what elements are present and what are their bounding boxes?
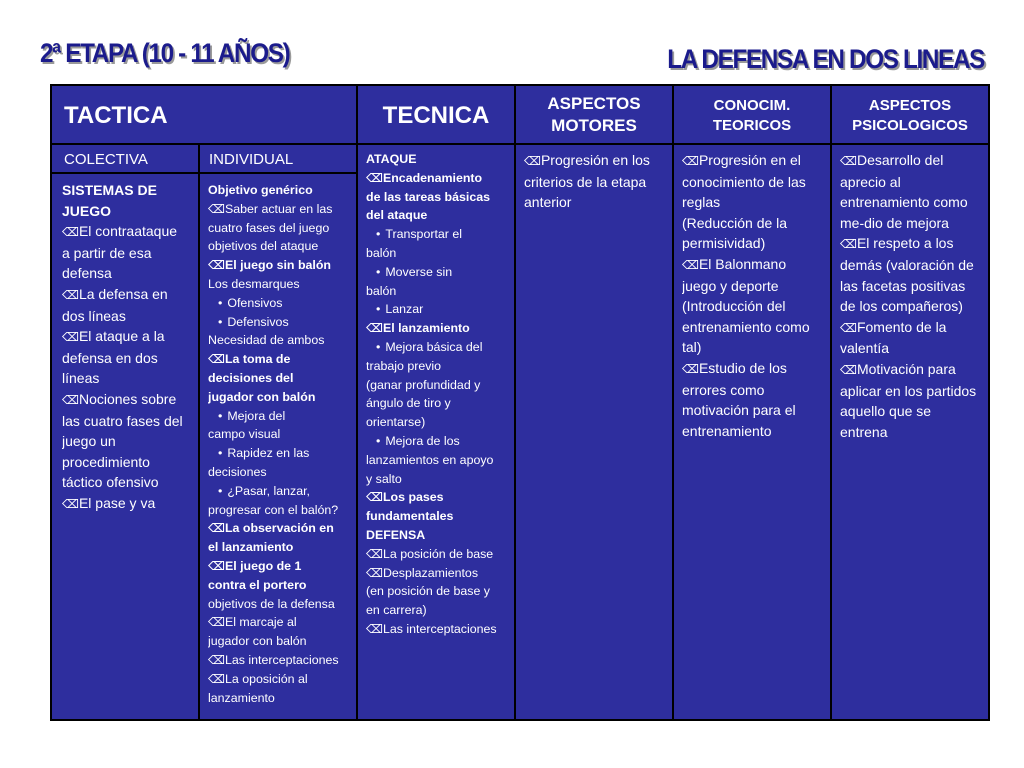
text-line [366, 394, 512, 413]
text-line [840, 150, 988, 172]
cell-individual [208, 181, 354, 707]
line-text: Necesidad de ambos [208, 333, 325, 348]
line-text: líneas [62, 370, 100, 387]
column-divider [672, 86, 674, 719]
text-line [208, 256, 354, 275]
text-line [62, 493, 198, 515]
column-divider [198, 145, 200, 719]
bullet-dot-icon: • [376, 264, 381, 279]
line-text: (Introducción del [682, 298, 786, 315]
line-text: permisividad) [682, 235, 766, 252]
erase-bullet-icon: ⌫ [208, 521, 225, 536]
line-text: El respeto a los [856, 235, 954, 252]
line-text: conocimiento de las [682, 173, 806, 190]
subheader-individual: INDIVIDUAL [209, 151, 294, 168]
text-line [682, 172, 828, 193]
text-line [524, 172, 670, 193]
text-line [840, 255, 988, 276]
line-text: La oposición al [224, 671, 308, 686]
line-text: El marcaje al [224, 615, 297, 630]
cell-tecnica [366, 150, 512, 639]
text-line [208, 237, 354, 256]
line-text: procedimiento [62, 453, 150, 470]
bullet-dot-icon: • [218, 446, 223, 461]
line-text: anterior [524, 194, 572, 211]
text-line [840, 381, 988, 402]
text-line [682, 254, 828, 276]
header-tactica: TACTICA [64, 102, 168, 129]
text-line [682, 276, 828, 297]
line-text: JUEGO [62, 202, 112, 219]
text-line [208, 275, 354, 294]
text-line [208, 557, 354, 576]
text-line [524, 192, 670, 213]
subheader-colectiva: COLECTIVA [64, 151, 148, 168]
line-text: de las tareas básicas [366, 189, 490, 204]
text-line [62, 472, 198, 493]
text-line [208, 651, 354, 670]
text-line [366, 169, 512, 188]
line-text: fundamentales [366, 509, 454, 524]
text-line [62, 389, 198, 411]
line-text: lanzamiento [208, 690, 275, 705]
line-text: Nociones sobre [78, 390, 177, 407]
bullet-dot-icon: • [376, 339, 381, 354]
text-line [840, 317, 988, 339]
line-text: Encadenamiento [382, 170, 483, 185]
line-text: El lanzamiento [382, 321, 470, 336]
text-line [62, 452, 198, 473]
text-line [366, 526, 512, 545]
text-line [62, 368, 198, 389]
line-text: errores como [682, 381, 765, 398]
header-line: ASPECTOS [868, 97, 952, 114]
text-line [62, 431, 198, 452]
text-line [366, 413, 512, 432]
line-text: objetivos de la defensa [208, 596, 335, 611]
line-text: Los pases [382, 490, 444, 505]
line-text: El pase y va [78, 494, 156, 511]
line-text: jugador con balón [208, 389, 316, 404]
text-line [208, 538, 354, 557]
line-text: las cuatro fases del [62, 412, 183, 429]
erase-bullet-icon: ⌫ [682, 257, 699, 272]
line-text: Transportar el [385, 227, 463, 242]
text-line [208, 350, 354, 369]
text-line [208, 200, 354, 219]
line-text: Fomento de la [856, 318, 947, 335]
text-line [208, 425, 354, 444]
line-text: Las interceptaciones [382, 621, 497, 636]
text-line [208, 670, 354, 689]
header-aspectos-motores [516, 93, 672, 137]
line-text: Defensivos [227, 314, 289, 329]
column-divider [514, 86, 516, 719]
line-text: Ofensivos [227, 295, 283, 310]
line-text: campo visual [208, 427, 281, 442]
line-text: del ataque [366, 208, 428, 223]
bullet-dot-icon: • [218, 483, 223, 498]
line-text: demás (valoración de [840, 256, 974, 273]
text-line [366, 357, 512, 376]
cell-colectiva [62, 180, 198, 515]
text-line [682, 233, 828, 254]
erase-bullet-icon: ⌫ [682, 361, 699, 376]
text-line [366, 282, 512, 301]
line-text: El juego de 1 [224, 558, 302, 573]
line-text: entrenamiento como [840, 194, 968, 211]
text-line [840, 338, 988, 359]
text-line [366, 300, 512, 319]
text-line [366, 601, 512, 620]
erase-bullet-icon: ⌫ [208, 671, 225, 686]
line-text: a partir de esa [62, 244, 152, 261]
line-text: cuatro fases del juego [208, 220, 330, 235]
text-line [62, 221, 198, 243]
line-text: Progresión en los [540, 152, 650, 168]
text-line [366, 188, 512, 207]
text-line [366, 451, 512, 470]
line-text: táctico ofensivo [62, 474, 159, 491]
line-text: ángulo de tiro y [366, 396, 451, 411]
erase-bullet-icon: ⌫ [62, 225, 79, 240]
erase-bullet-icon: ⌫ [208, 201, 225, 216]
text-line [208, 294, 354, 313]
text-line [366, 620, 512, 639]
text-line [366, 225, 512, 244]
cell-aspectos-motores [524, 150, 670, 213]
line-text: tal) [682, 339, 702, 356]
line-text: La defensa en [78, 285, 168, 302]
text-line [62, 306, 198, 327]
text-line [366, 376, 512, 395]
line-text: entrenamiento como [682, 318, 810, 335]
line-text: (en posición de base y [366, 584, 490, 599]
text-line [366, 545, 512, 564]
line-text: Los desmarques [208, 276, 300, 291]
line-text: decisiones del [208, 370, 294, 385]
text-line [840, 172, 988, 193]
cell-conocim-teoricos [682, 150, 828, 441]
text-line [62, 411, 198, 432]
erase-bullet-icon: ⌫ [366, 170, 383, 185]
line-text: La toma de [224, 352, 291, 367]
line-text: Desarrollo del [856, 152, 944, 168]
line-text: Estudio de los [698, 359, 787, 376]
text-line [62, 263, 198, 284]
line-text: decisiones [208, 464, 267, 479]
row-divider [52, 143, 988, 145]
text-line [208, 613, 354, 632]
bullet-dot-icon: • [376, 227, 381, 242]
line-text: Lanzar [385, 302, 424, 317]
header-line: CONOCIM. [713, 97, 791, 114]
text-line [840, 296, 988, 317]
line-text: El contraataque [78, 223, 178, 240]
erase-bullet-icon: ⌫ [366, 546, 383, 561]
line-text: dos líneas [62, 307, 126, 324]
text-line [366, 564, 512, 583]
line-text: reglas [682, 194, 721, 211]
text-line [524, 150, 670, 172]
text-line [62, 284, 198, 306]
line-text: Moverse sin [385, 264, 453, 279]
line-text: lanzamientos en apoyo [366, 452, 494, 467]
bullet-dot-icon: • [218, 408, 223, 423]
text-line [682, 192, 828, 213]
erase-bullet-icon: ⌫ [208, 258, 225, 273]
text-line [366, 319, 512, 338]
header-aspectos-psicologicos [832, 96, 988, 136]
line-text: progresar con el balón? [208, 502, 339, 517]
erase-bullet-icon: ⌫ [208, 352, 225, 367]
text-line [208, 632, 354, 651]
line-text: El Balonmano [698, 255, 787, 272]
text-line [682, 317, 828, 338]
text-line [840, 233, 988, 255]
erase-bullet-icon: ⌫ [840, 362, 857, 377]
text-line [366, 150, 512, 169]
text-line [208, 407, 354, 426]
line-text: Las interceptaciones [224, 652, 339, 667]
erase-bullet-icon: ⌫ [682, 154, 699, 168]
line-text: aplicar en los partidos [840, 382, 977, 399]
text-line [62, 243, 198, 264]
line-text: defensa en dos [62, 349, 158, 366]
line-text: el lanzamiento [208, 540, 294, 555]
text-line [682, 337, 828, 358]
line-text: defensa [62, 265, 112, 282]
line-text: de los compañeros) [840, 298, 963, 315]
line-text: DEFENSA [366, 527, 426, 542]
text-line [208, 482, 354, 501]
line-text: Mejora básica del [385, 339, 483, 354]
erase-bullet-icon: ⌫ [840, 320, 857, 335]
column-divider [356, 86, 358, 719]
text-line [208, 501, 354, 520]
erase-bullet-icon: ⌫ [208, 615, 225, 630]
erase-bullet-icon: ⌫ [524, 154, 541, 168]
text-line [366, 206, 512, 225]
line-text: La posición de base [382, 546, 494, 561]
line-text: contra el portero [208, 577, 307, 592]
text-line [840, 213, 988, 234]
line-text: (Reducción de la [682, 214, 788, 231]
column-divider [830, 86, 832, 719]
text-line [208, 313, 354, 332]
line-text: El juego sin balón [224, 258, 331, 273]
line-text: orientarse) [366, 415, 426, 430]
text-line [208, 181, 354, 200]
line-text: valentía [840, 340, 890, 357]
text-line [208, 595, 354, 614]
line-text: las facetas positivas [840, 277, 966, 294]
text-line [62, 180, 198, 201]
line-text: en carrera) [366, 603, 427, 618]
text-line [366, 507, 512, 526]
text-line [208, 576, 354, 595]
content-table [50, 84, 990, 721]
line-text: ATAQUE [366, 152, 417, 166]
text-line [208, 219, 354, 238]
erase-bullet-icon: ⌫ [366, 490, 383, 505]
line-text: me-dio de mejora [840, 214, 949, 231]
text-line [208, 463, 354, 482]
text-line [366, 432, 512, 451]
line-text: Progresión en el [698, 152, 801, 168]
bullet-dot-icon: • [376, 433, 381, 448]
text-line [62, 326, 198, 348]
line-text: aquello que se [840, 403, 932, 420]
bullet-dot-icon: • [218, 314, 223, 329]
line-text: Desplazamientos [382, 565, 479, 580]
header-line: TEORICOS [712, 117, 792, 134]
line-text: (ganar profundidad y [366, 377, 481, 392]
text-line [840, 401, 988, 422]
text-line [682, 150, 828, 172]
line-text: entrena [840, 423, 888, 440]
erase-bullet-icon: ⌫ [366, 621, 383, 636]
line-text: Motivación para [856, 360, 956, 377]
line-text: y salto [366, 471, 402, 486]
text-line [208, 369, 354, 388]
text-line [366, 582, 512, 601]
line-text: Rapidez en las [227, 446, 310, 461]
text-line [840, 359, 988, 381]
bullet-dot-icon: • [376, 302, 381, 317]
line-text: balón [366, 283, 397, 298]
line-text: ¿Pasar, lanzar, [227, 483, 310, 498]
text-line [366, 244, 512, 263]
line-text: jugador con balón [208, 634, 307, 649]
header-conocim-teoricos [674, 96, 830, 136]
text-line [208, 444, 354, 463]
line-text: motivación para el [682, 402, 796, 419]
header-line: MOTORES [551, 116, 637, 135]
erase-bullet-icon: ⌫ [62, 496, 79, 511]
line-text: entrenamiento [682, 422, 772, 439]
line-text: Objetivo genérico [208, 183, 313, 197]
page-title-left: 2ª ETAPA (10 - 11 AÑOS) [40, 38, 290, 68]
text-line [208, 519, 354, 538]
erase-bullet-icon: ⌫ [208, 558, 225, 573]
text-line [366, 338, 512, 357]
text-line [62, 201, 198, 222]
text-line [840, 192, 988, 213]
text-line [682, 400, 828, 421]
text-line [682, 213, 828, 234]
text-line [366, 263, 512, 282]
line-text: Mejora del [227, 408, 286, 423]
line-text: juego y deporte [682, 277, 779, 294]
erase-bullet-icon: ⌫ [62, 392, 79, 407]
text-line [62, 348, 198, 369]
bullet-dot-icon: • [218, 295, 223, 310]
line-text: juego un [62, 433, 116, 450]
line-text: criterios de la etapa [524, 173, 647, 190]
erase-bullet-icon: ⌫ [208, 652, 225, 667]
text-line [682, 380, 828, 401]
erase-bullet-icon: ⌫ [840, 154, 857, 168]
cell-aspectos-psicologicos [840, 150, 988, 442]
page-title-right: LA DEFENSA EN DOS LINEAS [667, 44, 984, 74]
text-line [840, 276, 988, 297]
text-line [682, 421, 828, 442]
line-text: La observación en [224, 521, 334, 536]
line-text: trabajo previo [366, 358, 442, 373]
line-text: aprecio al [840, 173, 901, 190]
erase-bullet-icon: ⌫ [840, 237, 857, 252]
text-line [208, 331, 354, 350]
text-line [682, 296, 828, 317]
line-text: SISTEMAS DE [62, 182, 157, 198]
line-text: Mejora de los [385, 433, 460, 448]
text-line [366, 470, 512, 489]
erase-bullet-icon: ⌫ [366, 565, 383, 580]
line-text: El ataque a la [78, 328, 165, 345]
line-text: Saber actuar en las [224, 201, 333, 216]
row-divider [52, 172, 356, 174]
text-line [682, 358, 828, 380]
header-tecnica: TECNICA [382, 102, 490, 129]
line-text: balón [366, 245, 397, 260]
text-line [208, 388, 354, 407]
erase-bullet-icon: ⌫ [62, 287, 79, 302]
header-line: PSICOLOGICOS [852, 117, 968, 134]
header-line: ASPECTOS [547, 94, 641, 113]
erase-bullet-icon: ⌫ [62, 330, 79, 345]
erase-bullet-icon: ⌫ [366, 321, 383, 336]
line-text: objetivos del ataque [208, 239, 319, 254]
text-line [366, 488, 512, 507]
text-line [840, 422, 988, 443]
text-line [208, 689, 354, 708]
